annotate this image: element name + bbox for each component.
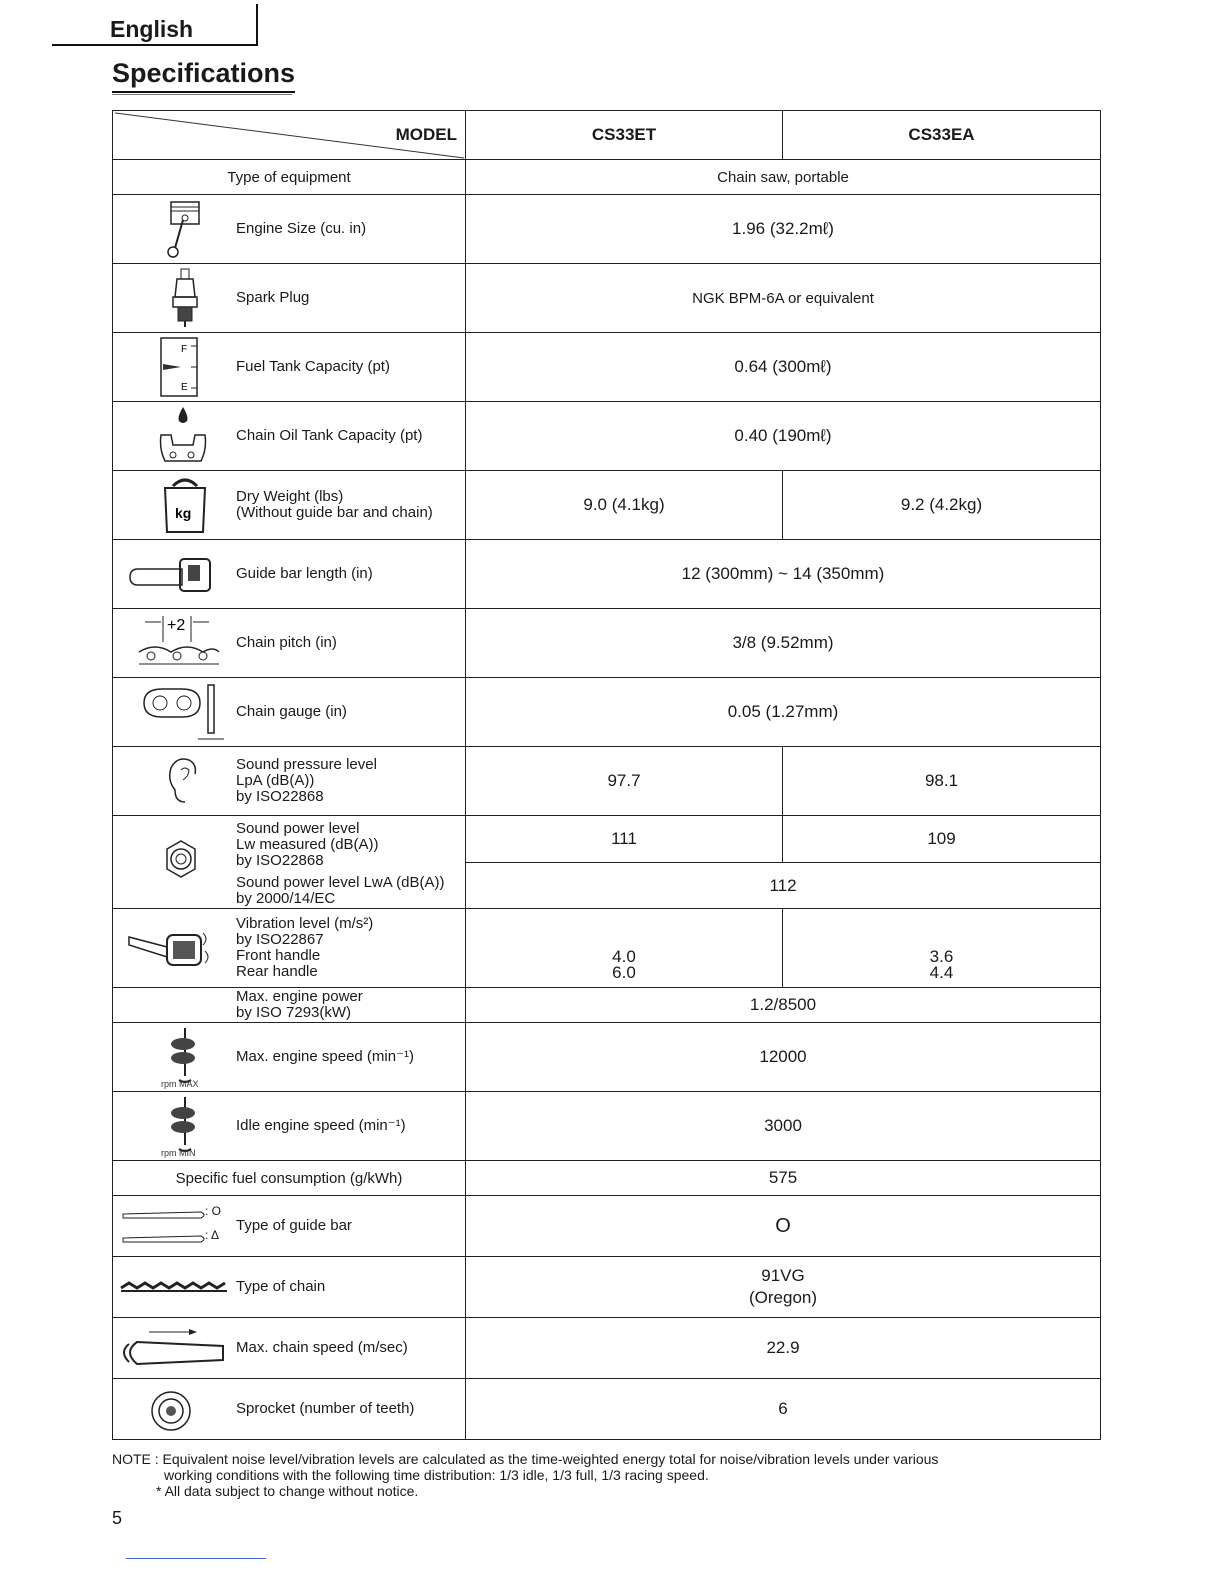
sound-pressure-line2: LpA (dB(A)) xyxy=(236,772,315,789)
guide-bar-type-value: O xyxy=(466,1196,1101,1257)
ear-icon xyxy=(123,750,207,812)
svg-text:+2: +2 xyxy=(167,617,186,634)
note-line2: working conditions with the following time distribution: 1/3 idle, 1/3 full, 1/3 racing speed. xyxy=(164,1467,709,1483)
type-of-equipment-label: Type of equipment xyxy=(113,160,466,195)
dry-weight-label-line1: Dry Weight (lbs) xyxy=(236,488,344,505)
specific-fuel-value: 575 xyxy=(466,1161,1101,1196)
footer-line xyxy=(126,1558,266,1559)
vibration-front-cs33et: 4.0 xyxy=(612,947,636,966)
vibration-rear-cs33et: 6.0 xyxy=(612,963,636,982)
sound-power-lwa-line2: by 2000/14/EC xyxy=(236,890,336,907)
chain-gauge-icon xyxy=(133,681,227,743)
guide-bar-length-cell xyxy=(113,540,466,609)
fuel-tank-value: 0.64 (300mℓ) xyxy=(466,333,1101,402)
chain-gauge-label: Chain gauge (in) xyxy=(236,703,347,720)
footnote xyxy=(112,1451,1112,1499)
chainsaw-bar-icon xyxy=(115,543,225,605)
table-row xyxy=(113,609,1101,678)
vibration-line4: Rear handle xyxy=(236,963,318,980)
chain-pitch-value: 3/8 (9.52mm) xyxy=(466,609,1101,678)
chain-oil-tank-value: 0.40 (190mℓ) xyxy=(466,402,1101,471)
page-title: Specifications xyxy=(112,58,295,93)
guide-bar-type-icon xyxy=(121,1206,213,1248)
engine-size-label: Engine Size (cu. in) xyxy=(236,220,367,237)
saw-chain-icon xyxy=(119,1281,229,1295)
table-row xyxy=(113,678,1101,747)
vibration-cell xyxy=(113,909,466,988)
spark-plug-label: Spark Plug xyxy=(236,289,310,306)
table-row xyxy=(113,1196,1101,1257)
sound-power-line3: by ISO22868 xyxy=(236,852,324,869)
guide-bar-symbol-a: : O xyxy=(205,1204,222,1218)
table-row xyxy=(113,264,1101,333)
sound-pressure-label xyxy=(236,757,377,805)
chainsaw-vibration-icon xyxy=(119,917,219,979)
vibration-cs33et xyxy=(466,909,783,988)
oil-drop-icon xyxy=(123,405,207,467)
chain-pitch-icon xyxy=(127,612,227,674)
speaker-icon xyxy=(123,831,207,893)
sound-power-line2: Lw measured (dB(A)) xyxy=(236,836,379,853)
sound-pressure-cs33ea: 98.1 xyxy=(783,747,1101,816)
max-engine-power-value: 1.2/8500 xyxy=(466,988,1101,1023)
table-row xyxy=(113,747,1101,816)
sound-power-label xyxy=(236,821,444,907)
dry-weight-cs33ea: 9.2 (4.2kg) xyxy=(783,471,1101,540)
sound-pressure-line1: Sound pressure level xyxy=(236,756,377,773)
guide-bar-type-label: Type of guide bar xyxy=(236,1217,352,1234)
piston-icon xyxy=(123,198,207,260)
sprocket-value: 6 xyxy=(466,1379,1101,1440)
model-label: MODEL xyxy=(395,125,457,144)
svg-text:kg: kg xyxy=(175,505,192,521)
guide-bar-length-value: 12 (300mm) ~ 14 (350mm) xyxy=(466,540,1101,609)
language-label: English xyxy=(110,16,194,42)
chain-pitch-cell xyxy=(113,609,466,678)
max-engine-speed-value: 12000 xyxy=(466,1023,1101,1092)
sound-power-lwa-value: 112 xyxy=(466,863,1101,909)
title-underline xyxy=(112,94,292,95)
chain-oil-tank-cell xyxy=(113,402,466,471)
idle-engine-speed-cell xyxy=(113,1092,466,1161)
engine-size-value: 1.96 (32.2mℓ) xyxy=(466,195,1101,264)
vibration-line3: Front handle xyxy=(236,947,321,964)
table-row xyxy=(113,1257,1101,1318)
table-row xyxy=(113,816,1101,863)
idle-engine-speed-label: Idle engine speed (min⁻¹) xyxy=(236,1117,406,1134)
language-tab xyxy=(52,4,258,46)
table-row xyxy=(113,160,1101,195)
idle-engine-speed-icon-caption: rpm MIN xyxy=(161,1148,196,1158)
sound-pressure-line3: by ISO22868 xyxy=(236,788,324,805)
fuel-tank-cell xyxy=(113,333,466,402)
chain-type-label: Type of chain xyxy=(236,1278,326,1295)
type-of-equipment-value: Chain saw, portable xyxy=(466,160,1101,195)
chain-type-value-line1: 91VG xyxy=(761,1266,805,1285)
sound-power-cs33et: 111 xyxy=(466,816,783,863)
table-row xyxy=(113,1161,1101,1196)
table-row xyxy=(113,540,1101,609)
max-chain-speed-value: 22.9 xyxy=(466,1318,1101,1379)
dry-weight-label xyxy=(236,489,433,521)
table-row xyxy=(113,988,1101,1023)
spark-plug-icon xyxy=(123,267,207,329)
dry-weight-label-line2: (Without guide bar and chain) xyxy=(236,504,433,521)
max-engine-power-line1: Max. engine power xyxy=(236,988,363,1005)
chain-pitch-label: Chain pitch (in) xyxy=(236,634,337,651)
specifications-table xyxy=(112,110,1101,1440)
chain-oil-tank-label: Chain Oil Tank Capacity (pt) xyxy=(236,427,423,444)
dry-weight-cell xyxy=(113,471,466,540)
max-engine-speed-cell xyxy=(113,1023,466,1092)
vibration-rear-cs33ea: 4.4 xyxy=(929,963,954,982)
chain-type-cell xyxy=(113,1257,466,1318)
vibration-cs33ea xyxy=(783,909,1101,988)
sprocket-icon xyxy=(149,1389,193,1433)
table-row xyxy=(113,471,1101,540)
chain-type-value-line2: (Oregon) xyxy=(748,1288,818,1307)
table-row xyxy=(113,1023,1101,1092)
guide-bar-length-label: Guide bar length (in) xyxy=(236,565,373,582)
sound-pressure-cell xyxy=(113,747,466,816)
max-engine-speed-icon-caption: rpm MAX xyxy=(161,1079,199,1089)
fuel-gauge-icon xyxy=(123,336,207,398)
vibration-line1: Vibration level (m/s²) xyxy=(236,915,374,932)
sound-power-cell xyxy=(113,816,466,909)
guide-bar-type-cell xyxy=(113,1196,466,1257)
max-chain-speed-label: Max. chain speed (m/sec) xyxy=(236,1339,408,1356)
model-cs33ea: CS33EA xyxy=(783,111,1101,160)
sprocket-label: Sprocket (number of teeth) xyxy=(236,1400,415,1417)
spark-plug-value: NGK BPM-6A or equivalent xyxy=(466,264,1101,333)
model-cs33et: CS33ET xyxy=(466,111,783,160)
table-header-row xyxy=(113,111,1101,160)
model-header-cell xyxy=(113,111,466,160)
sound-power-line1: Sound power level xyxy=(236,820,360,837)
chain-speed-icon xyxy=(119,1326,229,1372)
svg-text:F: F xyxy=(181,344,188,355)
engine-size-cell xyxy=(113,195,466,264)
weight-icon xyxy=(123,474,207,536)
guide-bar-symbol-b: : Δ xyxy=(205,1228,220,1242)
idle-engine-speed-value: 3000 xyxy=(466,1092,1101,1161)
vibration-label xyxy=(236,916,373,980)
note-line3: * All data subject to change without notice. xyxy=(156,1483,419,1499)
chain-type-value xyxy=(466,1257,1101,1318)
table-row xyxy=(113,195,1101,264)
max-engine-power-line2: by ISO 7293(kW) xyxy=(236,1004,352,1021)
sound-power-lwa-line1: Sound power level LwA (dB(A)) xyxy=(236,874,445,891)
chain-gauge-cell xyxy=(113,678,466,747)
max-engine-power-cell xyxy=(113,988,466,1023)
table-row xyxy=(113,1092,1101,1161)
sprocket-cell xyxy=(113,1379,466,1440)
specific-fuel-label: Specific fuel consumption (g/kWh) xyxy=(113,1161,466,1196)
table-row xyxy=(113,1379,1101,1440)
dry-weight-cs33et: 9.0 (4.1kg) xyxy=(466,471,783,540)
vibration-front-cs33ea: 3.6 xyxy=(929,947,954,966)
max-engine-power-label xyxy=(236,989,363,1021)
max-chain-speed-cell xyxy=(113,1318,466,1379)
sound-pressure-cs33et: 97.7 xyxy=(466,747,783,816)
spark-plug-cell xyxy=(113,264,466,333)
max-engine-speed-label: Max. engine speed (min⁻¹) xyxy=(236,1048,414,1065)
table-row xyxy=(113,333,1101,402)
chain-gauge-value: 0.05 (1.27mm) xyxy=(466,678,1101,747)
note-line1: NOTE : Equivalent noise level/vibration levels are calculated as the time-weighted energy total for noise/vibration levels under various xyxy=(112,1451,939,1467)
table-row xyxy=(113,909,1101,988)
table-row xyxy=(113,1318,1101,1379)
sound-power-cs33ea: 109 xyxy=(783,816,1101,863)
vibration-line2: by ISO22867 xyxy=(236,931,324,948)
page-number: 5 xyxy=(112,1508,123,1528)
table-row xyxy=(113,402,1101,471)
fuel-tank-label: Fuel Tank Capacity (pt) xyxy=(236,358,390,375)
svg-text:E: E xyxy=(181,382,188,393)
